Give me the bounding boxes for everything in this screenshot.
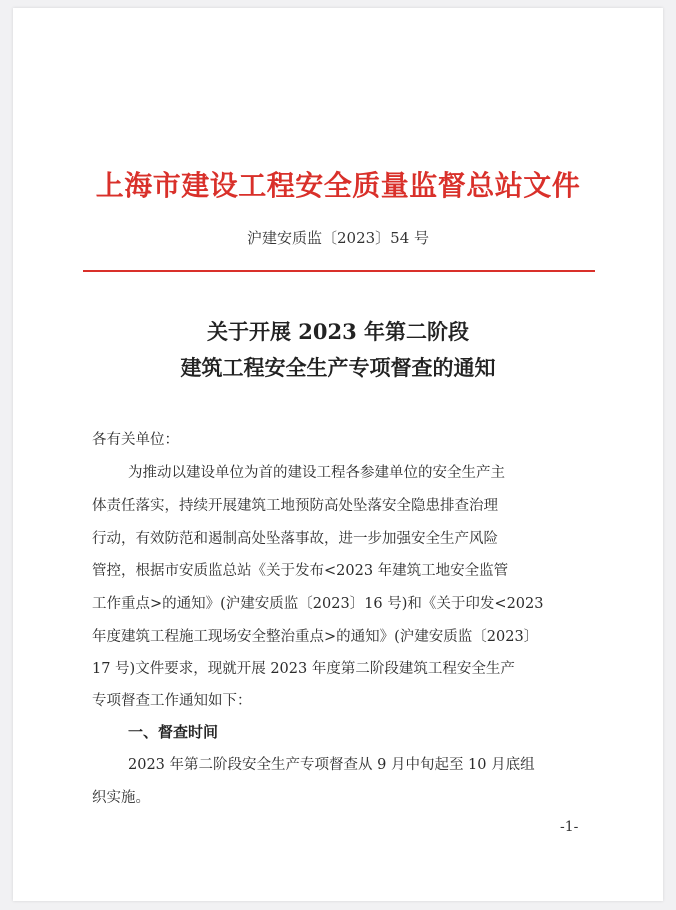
issuer-title: 上海市建设工程安全质量监督总站文件 [95,169,581,202]
paragraph-line: 行动，有效防范和遏制高处坠落事故，进一步加强安全生产风险 [92,531,498,547]
paragraph-line: 织实施。 [92,790,150,806]
paragraph-line: 工作重点>的通知》(沪建安质监〔2023〕16 号)和《关于印发<2023 [92,596,544,612]
salutation: 各有关单位： [92,432,179,448]
paragraph-line: 17 号)文件要求，现就开展 2023 年度第二阶段建筑工程安全生产 [92,661,515,677]
red-divider-line [83,270,595,272]
section-heading-1: 一、督查时间 [128,723,219,741]
paragraph-line: 为推动以建设单位为首的建设工程各参建单位的安全生产主 [128,465,505,481]
paragraph-line: 2023 年第二阶段安全生产专项督查从 9 月中旬起至 10 月底组 [128,757,535,773]
paragraph-line: 管控，根据市安质监总站《关于发布<2023 年建筑工地安全监管 [92,563,509,579]
notice-title-line-1: 关于开展 2023 年第二阶段 [206,319,470,344]
paragraph-line: 年度建筑工程施工现场安全整治重点>的通知》(沪建安质监〔2023〕 [92,629,539,645]
notice-title-line-2: 建筑工程安全生产专项督查的通知 [180,355,496,380]
paragraph-line: 体责任落实，持续开展建筑工地预防高处坠落安全隐患排查治理 [92,498,498,514]
page-number: -1- [560,819,579,835]
paragraph-line: 专项督查工作通知如下： [92,693,252,709]
document-number: 沪建安质监〔2023〕54 号 [246,229,430,247]
